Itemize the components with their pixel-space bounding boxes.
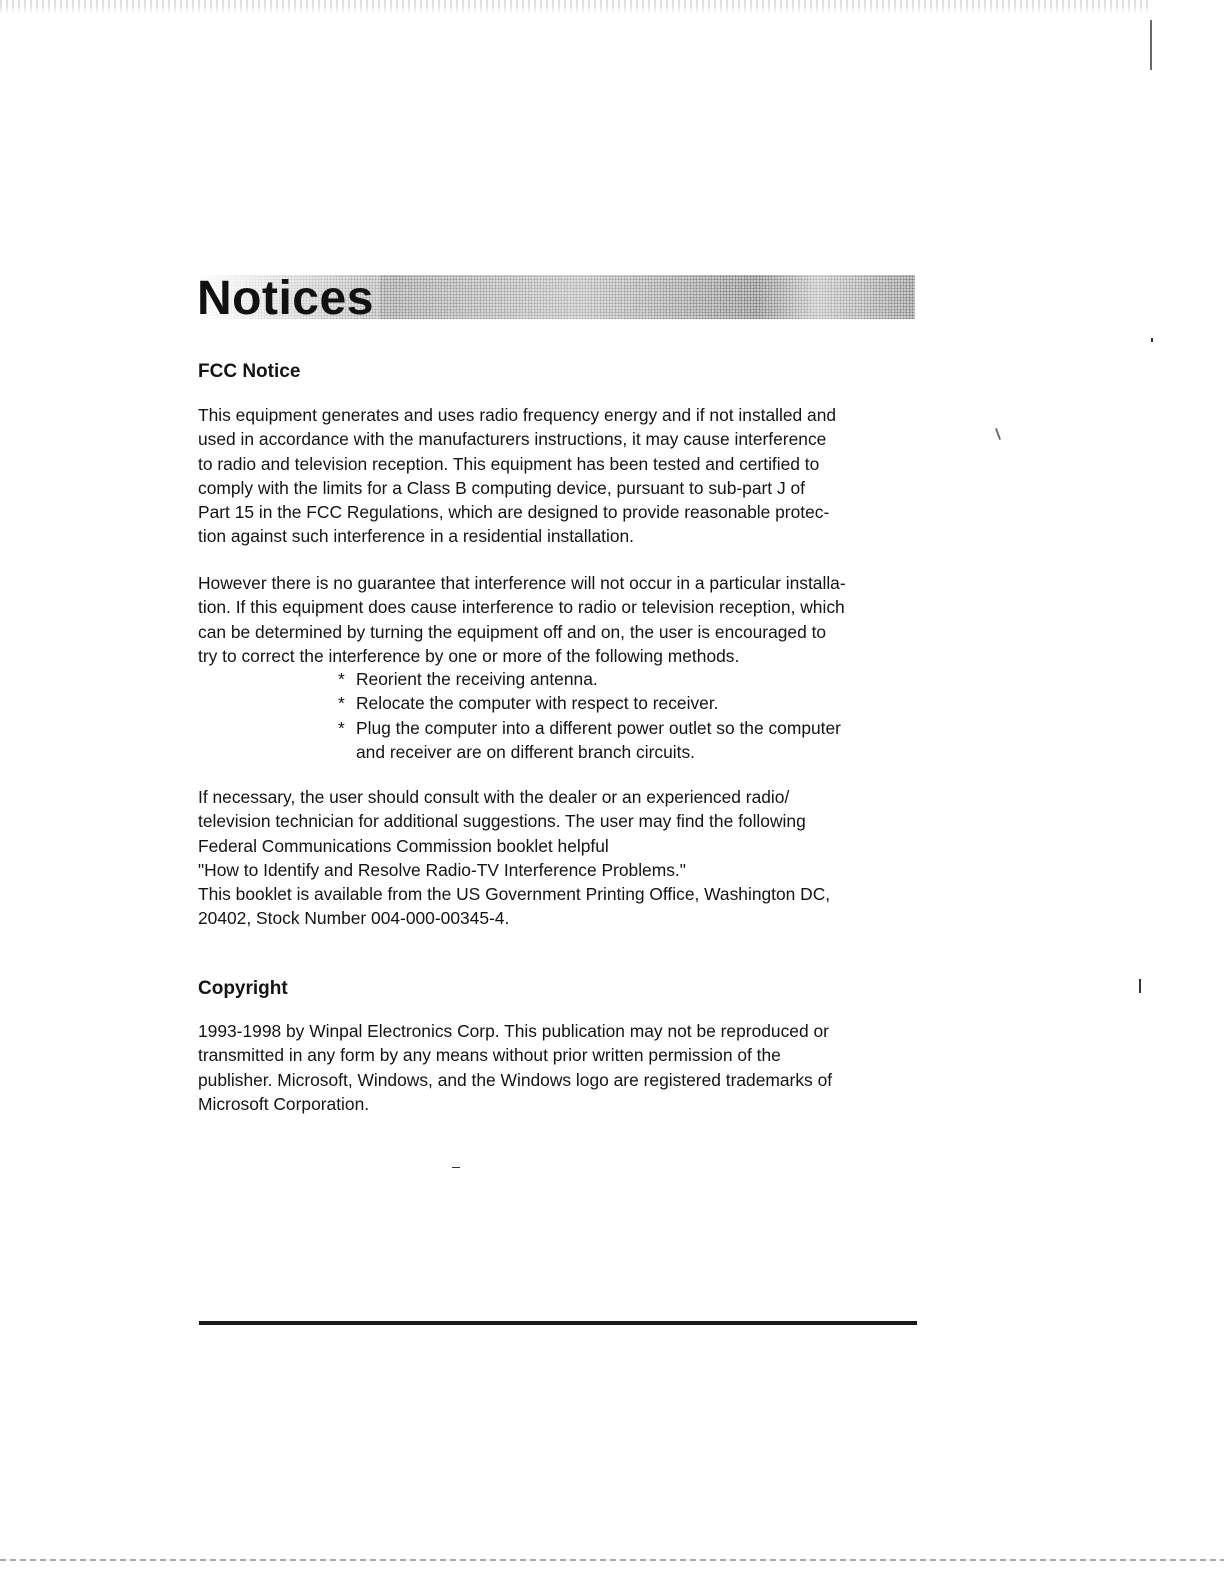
paragraph-line: tion against such interference in a residential installation. <box>198 526 634 547</box>
paragraph-line: This booklet is available from the US Government Printing Office, Washington DC, <box>198 884 831 905</box>
paragraph-line: television technician for additional suggestions. The user may find the following <box>198 811 806 832</box>
list-item <box>338 716 938 765</box>
list-item-text: and receiver are on different branch circuits. <box>356 741 695 762</box>
paragraph-line: publisher. Microsoft, Windows, and the Windows logo are registered trademarks of <box>198 1069 833 1090</box>
list-item-text: Plug the computer into a different power outlet so the computer <box>356 717 841 738</box>
paragraph-line: Federal Communications Commission booklet helpful <box>198 835 609 856</box>
paragraph-line: 1993-1998 by Winpal Electronics Corp. This publication may not be reproduced or <box>198 1021 829 1041</box>
paragraph-line: try to correct the interference by one or more of the following methods. <box>198 645 740 666</box>
footer-rule <box>199 1321 917 1325</box>
paragraph-line: However there is no guarantee that interference will not occur in a particular installa- <box>198 573 846 593</box>
scan-speck <box>452 1167 460 1168</box>
list-item-text: Relocate the computer with respect to receiver. <box>356 693 719 714</box>
paragraph-line: used in accordance with the manufacturers instructions, it may cause interference <box>198 429 827 450</box>
paragraph-line: Microsoft Corporation. <box>198 1093 370 1114</box>
scan-speck <box>1151 338 1153 342</box>
bullet-marker: * <box>338 693 345 714</box>
fcc-paragraph-1 <box>198 403 928 549</box>
list-item <box>338 691 938 715</box>
scan-edge-top <box>0 0 1150 14</box>
list-item <box>338 667 938 691</box>
fcc-paragraph-2 <box>198 571 928 668</box>
list-item-text: Reorient the receiving antenna. <box>356 669 598 689</box>
page-title: Notices <box>197 273 380 325</box>
paragraph-line: This equipment generates and uses radio frequency energy and if not installed and <box>198 405 837 425</box>
bullet-marker: * <box>338 717 345 738</box>
paragraph-line: tion. If this equipment does cause interference to radio or television reception, which <box>198 597 845 618</box>
copyright-paragraph <box>198 1019 928 1116</box>
scan-speck <box>1139 979 1141 993</box>
paragraph-line: comply with the limits for a Class B computing device, pursuant to sub-part J of <box>198 477 805 498</box>
paragraph-line: can be determined by turning the equipment off and on, the user is encouraged to <box>198 621 827 642</box>
paragraph-line: to radio and television reception. This equipment has been tested and certified to <box>198 453 820 474</box>
paragraph-line: Part 15 in the FCC Regulations, which are designed to provide reasonable protec- <box>198 502 830 523</box>
fcc-notice-heading: FCC Notice <box>198 361 301 382</box>
bullet-marker: * <box>338 669 345 689</box>
scan-edge-right <box>1150 20 1152 70</box>
scan-speck <box>995 428 1001 440</box>
fcc-paragraph-3 <box>198 785 928 931</box>
copyright-heading: Copyright <box>198 978 288 999</box>
paragraph-line: transmitted in any form by any means without prior written permission of the <box>198 1045 781 1066</box>
booklet-title: "How to Identify and Resolve Radio-TV Interference Problems." <box>198 859 686 880</box>
stock-number: 20402, Stock Number 004-000-00345-4. <box>198 908 510 929</box>
paragraph-line: If necessary, the user should consult with the dealer or an experienced radio/ <box>198 787 790 807</box>
interference-remedies-list <box>338 667 938 764</box>
scan-edge-bottom <box>0 1559 1224 1561</box>
